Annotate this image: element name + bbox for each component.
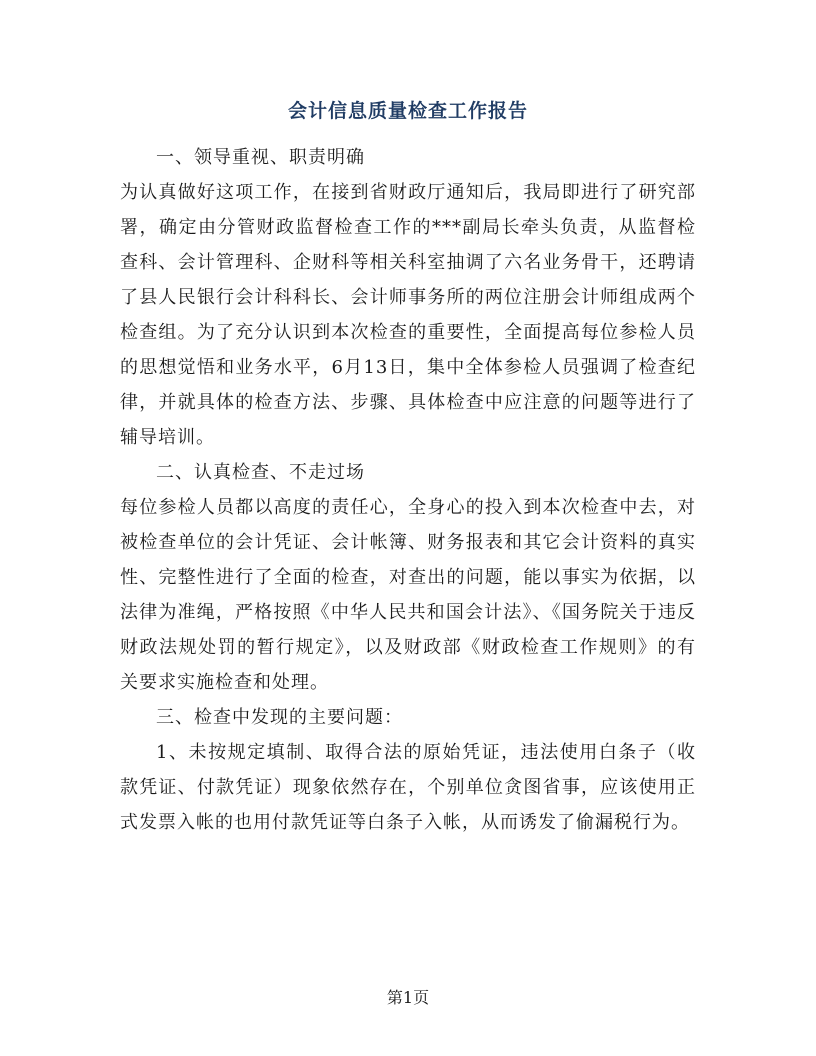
- document-body: [120, 140, 696, 840]
- section-1-heading: 一、领导重视、职责明确: [156, 147, 365, 168]
- section-3-item-1: 1、未按规定填制、取得合法的原始凭证，违法使用白条子（收款凭证、付款凭证）现象依然存在，个别单位贪图省事，应该使用正式发票入帐的也用付款凭证等白条子入帐，从而诱发了偷漏税行为。: [120, 742, 696, 833]
- page-number: 第1页: [386, 988, 430, 1007]
- section-2-body: 每位参检人员都以高度的责任心，全身心的投入到本次检查中去，对被检查单位的会计凭证、会计帐簿、财务报表和其它会计资料的真实性、完整性进行了全面的检查，对查出的问题，能以事实为依据，以法律为准绳，严格按照《中华人民共和国会计法》、《国务院关于违反财政法规处罚的暂行规定》，以及财政部《财政检查工作规则》的有关要求实施检查和处理。: [120, 497, 696, 693]
- section-3-heading: 三、检查中发现的主要问题：: [156, 707, 403, 728]
- section-2-heading: 二、认真检查、不走过场: [156, 462, 365, 483]
- section-1-body: 为认真做好这项工作，在接到省财政厅通知后，我局即进行了研究部署，确定由分管财政监督检查工作的***副局长牵头负责，从监督检查科、会计管理科、企财科等相关科室抽调了六名业务骨干，还聘请了县人民银行会计科科长、会计师事务所的两位注册会计师组成两个检查组。为了充分认识到本次检查的重要性，全面提高每位参检人员的思想觉悟和业务水平，6月13日，集中全体参检人员强调了检查纪律，并就具体的检查方法、步骤、具体检查中应注意的问题等进行了辅导培训。: [120, 182, 696, 448]
- document-title: 会计信息质量检查工作报告: [287, 100, 528, 122]
